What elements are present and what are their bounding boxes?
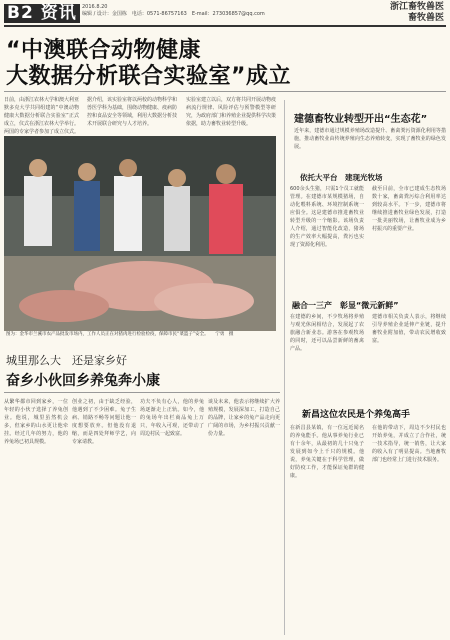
page-header <box>0 0 450 26</box>
editor-line: 编辑 / 设计：金国栋 电话：0571-86757163 E-mail：273036857@qq.com <box>82 11 265 17</box>
bottom-column-3: 功夫不负有心人，他的养兔场逐渐走上正轨。如今，他的兔场年出栏商品兔上万只，年收入可观，还带动了周边村民一起致富。 <box>140 399 204 437</box>
paper-masthead <box>344 2 444 24</box>
section-name: 资讯 <box>40 3 77 23</box>
right-headline-1: 建德畜牧业转型开出“生态花” <box>294 114 428 125</box>
lead-headline-line2: 大数据分析联合实验室”成立 <box>6 64 291 89</box>
right-column-d: 建德市相关负责人表示，将继续引导养殖企业延伸产业链，提升畜牧业附加值，带动农民增收致富。 <box>372 314 446 344</box>
paper-name: 浙江畜牧兽医 <box>389 2 444 12</box>
right-subhead-1: 依托大平台 建现光牧场 <box>300 173 383 182</box>
right-column-a: 600余头生猪，只需1个员工就能管理。在建德市某规模猪场，自动化喂料系统、环境控制系统一应俱全。这是建德市推进畜牧业转型升级的一个缩影。该场负责人介绍，通过智能化改造，猪场的生产效率大幅提高，粪污也实现了资源化利用。 <box>290 186 364 248</box>
lead-column-3: 实验室建立以后，双方将共同开展动物疫病流行规律、风险评估与预警模型等研究，为政府部门和养殖企业提供科学决策依据，助力畜牧业转型升级。 <box>186 97 276 127</box>
bottom-column-4: 谈及未来，他表示将继续扩大养殖规模，发展深加工，打造自己的品牌，让家乡的兔产品走向更广阔的市场，为乡村振兴贡献一份力量。 <box>208 399 280 437</box>
bottom-kicker: 城里那么大 还是家乡好 <box>6 354 127 367</box>
issue-date: 2016.8.20 <box>82 4 108 10</box>
section-label <box>4 4 80 23</box>
lead-column-2: 据介绍，该实验室将以两校的动物科学和兽医学科为基础，围绕动物健康、疫病防控和食品安全等领域，利用大数据分析技术开展联合研究与人才培养。 <box>87 97 177 127</box>
headline-rule <box>4 91 446 92</box>
market-scene-illustration <box>4 136 276 331</box>
photo-caption: 图为：金华市兰溪市农产品批发市场内，工作人员正在对猪肉进行检验检疫，保障市民“菜篮子”安全。 宁勇 摄 <box>6 332 234 337</box>
lead-column-1: 日前，由浙江农林大学和澳大利亚默多克大学共同组建的“中澳动物健康大数据分析联合实验室”正式成立，仪式在浙江农林大学举行。两国的专家学者参加了成立仪式。 <box>4 97 79 135</box>
bottom-column-2: 创业之初，由于缺乏经验，他遇到了不少困难。兔子生病、销路不畅等问题让他一度想要放弃。但他没有退缩，而是四处拜师学艺，向专家请教。 <box>72 399 136 445</box>
right-headline-2: 新昌这位农民是个养兔高手 <box>302 410 411 420</box>
bottom-headline: 奋乡小伙回乡养兔奔小康 <box>6 373 160 389</box>
news-photo <box>4 136 276 331</box>
bottom-column-1: 从繁华都市回到家乡，一位年轻的小伙子选择了养兔创业。他说，城里虽然机会多，但家乡的山水更让他牵挂。经过几年的努力，他的养兔场已初具规模。 <box>4 399 68 445</box>
right-column-f: 在他的带动下，周边不少村民也开始养兔，并成立了合作社，统一技术指导，统一销售，让大家的收入有了明显提高。当地畜牧部门也经常上门进行技术服务。 <box>372 425 446 463</box>
right-column-e: 在新昌县某镇，有一位远近闻名的养兔能手。他从事养兔行业已有十余年，从最初的几十只兔子发展到如今上千只的规模。他说，养兔关键在于科学管理，做好防疫工作，才能保证兔群的健康。 <box>290 425 364 479</box>
header-meta <box>82 4 265 18</box>
header-rule <box>4 25 446 27</box>
right-intro: 近年来，建德市通过规模养殖场改造提升、畜禽粪污资源化利用等措施，推动畜牧业由传统养殖向生态养殖转变，实现了畜牧业的绿色发展。 <box>294 128 446 150</box>
paper-sub: 畜牧兽医 <box>407 13 444 23</box>
right-subhead-2: 融合一三产 彰显“微元新鲜” <box>292 301 399 310</box>
section-code: B2 <box>7 3 34 23</box>
right-column-c: 在建德的乡间，不少牧场将养殖与观光休闲相结合，发展起了农旅融合新业态。游客在参观牧场的同时，还可以品尝新鲜的畜禽产品。 <box>290 314 364 352</box>
column-divider <box>284 100 285 635</box>
lead-headline-line1: “中澳联合动物健康 <box>6 38 201 63</box>
lead-headline <box>6 38 291 90</box>
bottom-rule <box>4 392 280 393</box>
right-column-b: 截至目前，全市已建成生态牧场数十家，畜禽粪污综合利用率达到较高水平。下一步，建德市将继续推进畜牧业绿色发展，打造一批美丽牧场，让畜牧业成为乡村振兴的重要产业。 <box>372 186 446 232</box>
